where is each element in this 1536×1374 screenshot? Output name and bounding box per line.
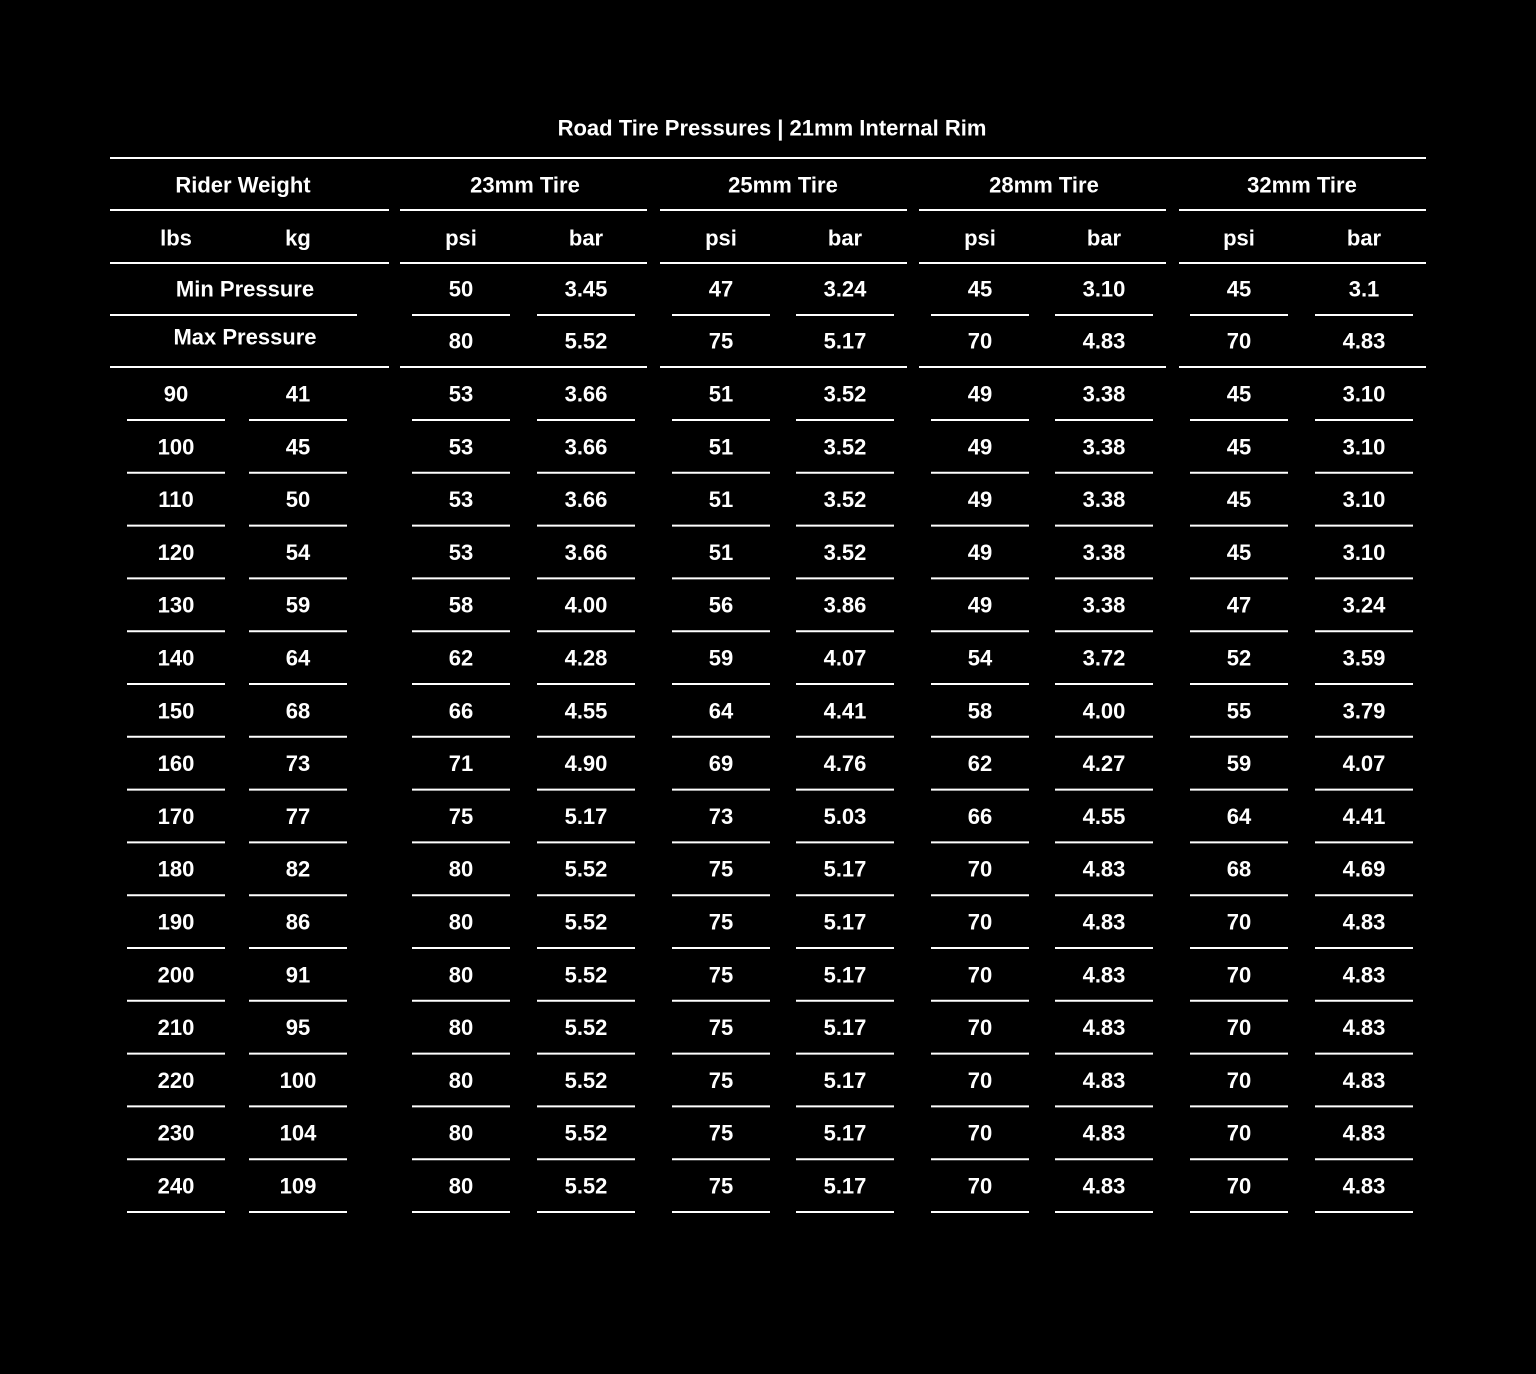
table-cell: 80 <box>448 1120 474 1146</box>
limit-cell: 70 <box>967 328 993 354</box>
table-cell: 70 <box>1226 962 1252 988</box>
limit-cell: 45 <box>1226 276 1252 302</box>
table-cell: 4.00 <box>564 592 608 618</box>
table-cell: 70 <box>967 1015 993 1041</box>
table-cell: 59 <box>708 645 734 671</box>
sub-header: bar <box>568 225 604 251</box>
table-cell: 4.83 <box>1082 1067 1126 1093</box>
table-cell: 55 <box>1226 698 1252 724</box>
sub-header: psi <box>705 225 737 251</box>
table-cell: 4.41 <box>1342 803 1386 829</box>
table-cell: 220 <box>157 1067 195 1093</box>
table-cell: 160 <box>157 751 195 777</box>
table-cell: 190 <box>157 909 195 935</box>
table-cell: 51 <box>708 381 734 407</box>
table-cell: 4.90 <box>564 751 608 777</box>
table-cell: 4.55 <box>1082 803 1126 829</box>
table-cell: 3.59 <box>1342 645 1386 671</box>
table-cell: 56 <box>708 592 734 618</box>
limit-cell: 80 <box>448 328 474 354</box>
table-cell: 58 <box>448 592 474 618</box>
limit-cell: 50 <box>448 276 474 302</box>
sub-header: kg <box>285 225 311 251</box>
table-cell: 4.55 <box>564 698 608 724</box>
table-cell: 140 <box>157 645 195 671</box>
table-cell: 45 <box>1226 381 1252 407</box>
table-cell: 49 <box>967 434 993 460</box>
table-cell: 70 <box>1226 1173 1252 1199</box>
table-cell: 3.72 <box>1082 645 1126 671</box>
table-cell: 3.52 <box>823 434 867 460</box>
table-cell: 71 <box>448 751 474 777</box>
table-cell: 3.38 <box>1082 487 1126 513</box>
limit-cell: 47 <box>708 276 734 302</box>
table-cell: 75 <box>708 909 734 935</box>
table-cell: 70 <box>967 1120 993 1146</box>
table-cell: 51 <box>708 434 734 460</box>
table-cell: 4.83 <box>1082 1120 1126 1146</box>
table-cell: 180 <box>157 856 195 882</box>
table-cell: 3.38 <box>1082 434 1126 460</box>
table-cell: 5.52 <box>564 1067 608 1093</box>
limit-row-label: Min Pressure <box>175 276 315 302</box>
table-cell: 3.52 <box>823 487 867 513</box>
table-cell: 64 <box>708 698 734 724</box>
table-cell: 120 <box>157 539 195 565</box>
limit-cell: 4.83 <box>1342 328 1386 354</box>
table-cell: 70 <box>967 1173 993 1199</box>
limit-cell: 5.52 <box>564 328 608 354</box>
table-cell: 90 <box>163 381 189 407</box>
table-cell: 68 <box>285 698 311 724</box>
table-cell: 3.52 <box>823 381 867 407</box>
group-header: 32mm Tire <box>1247 172 1357 198</box>
table-cell: 110 <box>158 487 194 513</box>
table-cell: 95 <box>285 1015 311 1041</box>
table-cell: 45 <box>1226 434 1252 460</box>
table-cell: 3.86 <box>823 592 867 618</box>
table-cell: 5.52 <box>564 856 608 882</box>
table-cell: 70 <box>967 909 993 935</box>
limit-cell: 3.10 <box>1082 276 1126 302</box>
table-cell: 5.17 <box>823 962 867 988</box>
table-cell: 4.83 <box>1342 1120 1386 1146</box>
table-cell: 5.52 <box>564 962 608 988</box>
table-cell: 77 <box>285 803 311 829</box>
table-title: Road Tire Pressures | 21mm Internal Rim <box>557 115 987 141</box>
sub-header: psi <box>445 225 477 251</box>
sub-header: lbs <box>160 225 192 251</box>
table-cell: 82 <box>285 856 311 882</box>
table-cell: 5.03 <box>823 803 867 829</box>
table-cell: 70 <box>1226 909 1252 935</box>
table-cell: 5.17 <box>823 856 867 882</box>
table-cell: 70 <box>1226 1067 1252 1093</box>
group-header: Rider Weight <box>175 172 311 198</box>
table-cell: 59 <box>1226 751 1252 777</box>
table-cell: 58 <box>967 698 993 724</box>
table-cell: 4.07 <box>1342 751 1386 777</box>
table-cell: 4.27 <box>1082 751 1126 777</box>
table-cell: 3.38 <box>1082 592 1126 618</box>
table-cell: 130 <box>157 592 195 618</box>
table-cell: 3.38 <box>1082 381 1126 407</box>
table-cell: 170 <box>157 803 195 829</box>
table-cell: 3.10 <box>1342 487 1386 513</box>
limit-cell: 3.24 <box>823 276 867 302</box>
table-cell: 75 <box>708 1173 734 1199</box>
table-cell: 68 <box>1226 856 1252 882</box>
table-cell: 50 <box>285 487 311 513</box>
table-cell: 4.83 <box>1342 962 1386 988</box>
table-cell: 4.28 <box>564 645 608 671</box>
table-cell: 5.17 <box>823 909 867 935</box>
table-cell: 4.83 <box>1342 1015 1386 1041</box>
table-cell: 3.66 <box>564 539 608 565</box>
table-cell: 150 <box>157 698 195 724</box>
table-cell: 49 <box>967 381 993 407</box>
table-cell: 5.52 <box>564 1120 608 1146</box>
table-cell: 70 <box>967 1067 993 1093</box>
table-cell: 3.38 <box>1082 539 1126 565</box>
table-cell: 49 <box>967 487 993 513</box>
table-cell: 47 <box>1226 592 1252 618</box>
table-cell: 73 <box>285 751 311 777</box>
table-cell: 5.17 <box>823 1173 867 1199</box>
limit-cell: 4.83 <box>1082 328 1126 354</box>
table-cell: 4.83 <box>1082 1015 1126 1041</box>
limit-cell: 45 <box>967 276 993 302</box>
table-cell: 53 <box>448 487 474 513</box>
table-cell: 80 <box>448 856 474 882</box>
table-cell: 54 <box>967 645 993 671</box>
group-header: 25mm Tire <box>728 172 838 198</box>
table-cell: 75 <box>448 803 474 829</box>
table-cell: 240 <box>157 1173 195 1199</box>
table-cell: 4.76 <box>823 751 867 777</box>
table-cell: 75 <box>708 1120 734 1146</box>
table-cell: 3.10 <box>1342 434 1386 460</box>
table-cell: 80 <box>448 1067 474 1093</box>
table-cell: 66 <box>448 698 474 724</box>
table-cell: 100 <box>279 1067 317 1093</box>
table-cell: 69 <box>708 751 734 777</box>
table-cell: 64 <box>285 645 311 671</box>
limit-cell: 70 <box>1226 328 1252 354</box>
table-cell: 200 <box>157 962 195 988</box>
table-cell: 45 <box>285 434 311 460</box>
table-cell: 109 <box>279 1173 317 1199</box>
table-cell: 59 <box>285 592 311 618</box>
table-cell: 86 <box>285 909 311 935</box>
table-cell: 52 <box>1226 645 1252 671</box>
table-cell: 4.69 <box>1342 856 1386 882</box>
table-cell: 75 <box>708 962 734 988</box>
table-cell: 75 <box>708 1015 734 1041</box>
table-cell: 51 <box>708 539 734 565</box>
table-cell: 210 <box>157 1015 195 1041</box>
table-cell: 3.66 <box>564 487 608 513</box>
table-cell: 3.79 <box>1342 698 1386 724</box>
table-cell: 4.41 <box>823 698 867 724</box>
limit-row-label: Max Pressure <box>173 324 317 350</box>
table-cell: 66 <box>967 803 993 829</box>
sub-header: bar <box>1086 225 1122 251</box>
table-cell: 62 <box>448 645 474 671</box>
table-cell: 5.17 <box>823 1120 867 1146</box>
table-cell: 49 <box>967 539 993 565</box>
table-cell: 4.00 <box>1082 698 1126 724</box>
table-cell: 62 <box>967 751 993 777</box>
table-cell: 3.24 <box>1342 592 1386 618</box>
sub-header: bar <box>827 225 863 251</box>
table-cell: 91 <box>285 962 311 988</box>
table-cell: 53 <box>448 434 474 460</box>
table-cell: 3.66 <box>564 381 608 407</box>
table-cell: 53 <box>448 539 474 565</box>
table-cell: 75 <box>708 1067 734 1093</box>
table-cell: 230 <box>157 1120 195 1146</box>
table-cell: 53 <box>448 381 474 407</box>
table-body <box>110 158 1426 1212</box>
table-cell: 4.83 <box>1342 1067 1386 1093</box>
table-cell: 49 <box>967 592 993 618</box>
table-cell: 4.83 <box>1082 909 1126 935</box>
table-cell: 80 <box>448 1015 474 1041</box>
table-cell: 5.52 <box>564 909 608 935</box>
table-cell: 4.07 <box>823 645 867 671</box>
table-cell: 5.52 <box>564 1015 608 1041</box>
table-cell: 80 <box>448 962 474 988</box>
table-cell: 54 <box>285 539 311 565</box>
table-cell: 3.66 <box>564 434 608 460</box>
table-cell: 4.83 <box>1082 1173 1126 1199</box>
table-cell: 80 <box>448 909 474 935</box>
table-cell: 75 <box>708 856 734 882</box>
table-cell: 70 <box>967 962 993 988</box>
table-cell: 45 <box>1226 487 1252 513</box>
limit-cell: 3.1 <box>1348 276 1380 302</box>
table-cell: 70 <box>967 856 993 882</box>
sub-header: psi <box>964 225 996 251</box>
limit-cell: 3.45 <box>564 276 608 302</box>
table-cell: 5.52 <box>564 1173 608 1199</box>
table-cell: 45 <box>1226 539 1252 565</box>
table-cell: 3.52 <box>823 539 867 565</box>
table-cell: 4.83 <box>1082 962 1126 988</box>
table-cell: 4.83 <box>1082 856 1126 882</box>
table-cell: 104 <box>279 1120 317 1146</box>
table-cell: 4.83 <box>1342 909 1386 935</box>
group-header: 23mm Tire <box>470 172 580 198</box>
table-cell: 70 <box>1226 1015 1252 1041</box>
table-cell: 100 <box>157 434 195 460</box>
sub-header: bar <box>1346 225 1382 251</box>
table-cell: 5.17 <box>823 1015 867 1041</box>
table-cell: 64 <box>1226 803 1252 829</box>
table-cell: 51 <box>708 487 734 513</box>
table-cell: 80 <box>448 1173 474 1199</box>
table-cell: 5.17 <box>823 1067 867 1093</box>
table-cell: 3.10 <box>1342 539 1386 565</box>
limit-cell: 75 <box>708 328 734 354</box>
table-cell: 70 <box>1226 1120 1252 1146</box>
sub-header: psi <box>1223 225 1255 251</box>
table-cell: 3.10 <box>1342 381 1386 407</box>
group-header: 28mm Tire <box>989 172 1099 198</box>
table-cell: 73 <box>708 803 734 829</box>
limit-cell: 5.17 <box>823 328 867 354</box>
table-cell: 4.83 <box>1342 1173 1386 1199</box>
table-cell: 41 <box>285 381 311 407</box>
table-cell: 5.17 <box>564 803 608 829</box>
